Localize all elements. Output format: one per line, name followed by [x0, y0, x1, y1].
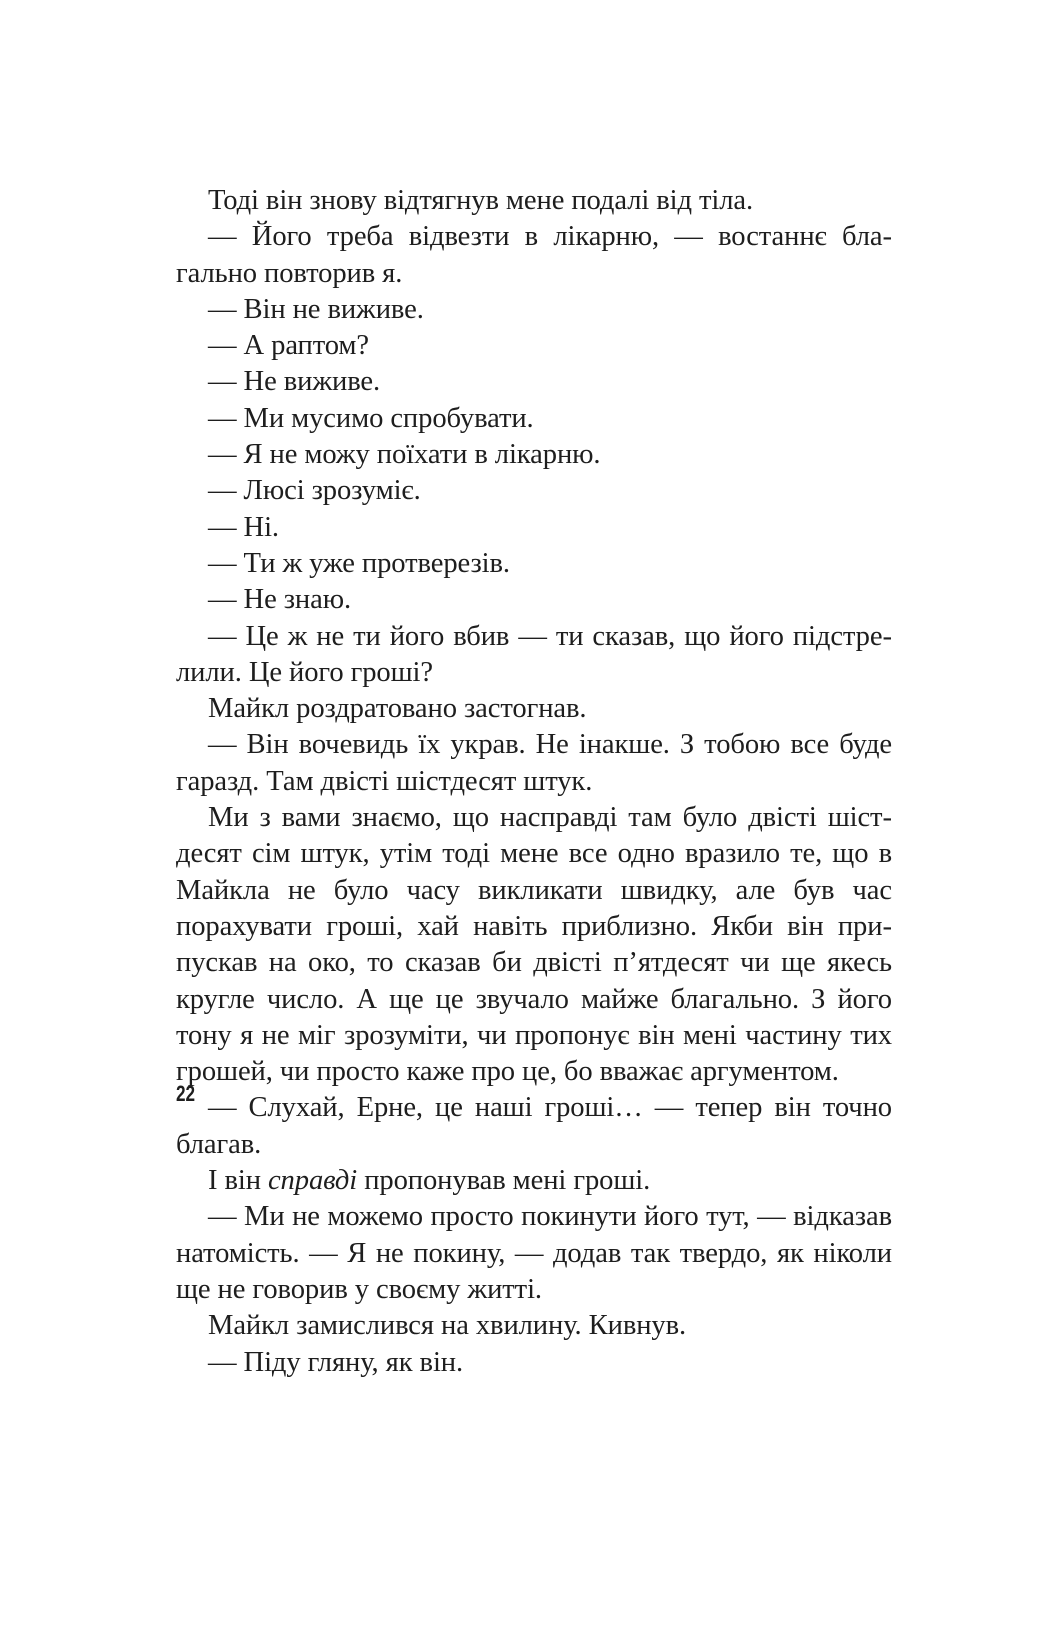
paragraph-text: — Це ж не ти його вбив — ти сказав, що його підстрелили. Це його гроші? [176, 620, 892, 688]
paragraph-text: — Він вочевидь їх украв. Не інакше. З тобою все буде гаразд. Там двісті шістдесят штук. [176, 729, 892, 797]
paragraph [176, 183, 892, 219]
paragraph [176, 510, 892, 546]
page-body [176, 183, 892, 1381]
page-number: 22 [176, 1081, 196, 1106]
paragraph-text: І він [208, 1165, 268, 1197]
paragraph-text: — Не знаю. [208, 584, 352, 616]
paragraph-text: — Він не виживе. [208, 293, 424, 325]
emphasis-text: справді [267, 1165, 358, 1197]
paragraph [176, 292, 892, 328]
paragraph [176, 1090, 892, 1163]
paragraph [176, 1163, 892, 1199]
paragraph [176, 219, 892, 292]
paragraph-text: — Ні. [208, 511, 279, 543]
paragraph-text: Майкл замислився на хвилину. Кивнув. [208, 1310, 687, 1342]
paragraph [176, 619, 892, 692]
paragraph-text: — Піду гляну, як він. [208, 1346, 464, 1378]
paragraph [176, 1308, 892, 1344]
paragraph [176, 401, 892, 437]
paragraph [176, 1199, 892, 1308]
paragraph-text: пропонував мені гроші. [357, 1165, 651, 1197]
paragraph-text: — Люсі зрозуміє. [208, 475, 421, 507]
paragraph-text: — Ми мусимо спробувати. [208, 402, 534, 434]
paragraph-text: Майкл роздратовано застогнав. [208, 693, 587, 725]
paragraph-text: — А раптом? [208, 330, 370, 362]
paragraph-text: — Слухай, Ерне, це наші гроші… — тепер він точно благав. [176, 1092, 892, 1160]
paragraph-text: — Не виживе. [208, 366, 381, 398]
paragraph [176, 473, 892, 509]
paragraph [176, 546, 892, 582]
paragraph [176, 582, 892, 618]
paragraph-text: Тоді він знову відтягнув мене подалі від тіла. [208, 185, 754, 216]
paragraph [176, 364, 892, 400]
paragraph-text: Ми з вами знаємо, що насправді там було двісті шістдесят сім штук, утім тоді мене все одно вразило те, що в Майкла не було часу викликати швидку, але був час порахувати гроші, хай навіть приблизно. Якби він припускав на око, то сказав би двісті п’ятдесят чи ще якесь кругле число. А ще це звучало майже благально. З його тону я не міг зрозуміти, чи пропонує він мені частину тих грошей, чи просто каже про це, бо вважає аргументом. [176, 802, 892, 1088]
paragraph-text: — Ти ж уже протверезів. [208, 547, 510, 579]
paragraph [176, 437, 892, 473]
paragraph [176, 727, 892, 800]
paragraph [176, 328, 892, 364]
paragraph-text: — Його треба відвезти в лікарню, — востаннє благально повторив я. [176, 221, 892, 289]
paragraph-text: — Ми не можемо просто покинути його тут, — відказав натомість. — Я не покину, — додав так твердо, як ніколи ще не говорив у своєму житті. [176, 1201, 892, 1305]
paragraph [176, 691, 892, 727]
paragraph [176, 1345, 892, 1381]
paragraph [176, 800, 892, 1090]
paragraph-text: — Я не можу поїхати в лікарню. [208, 439, 601, 471]
